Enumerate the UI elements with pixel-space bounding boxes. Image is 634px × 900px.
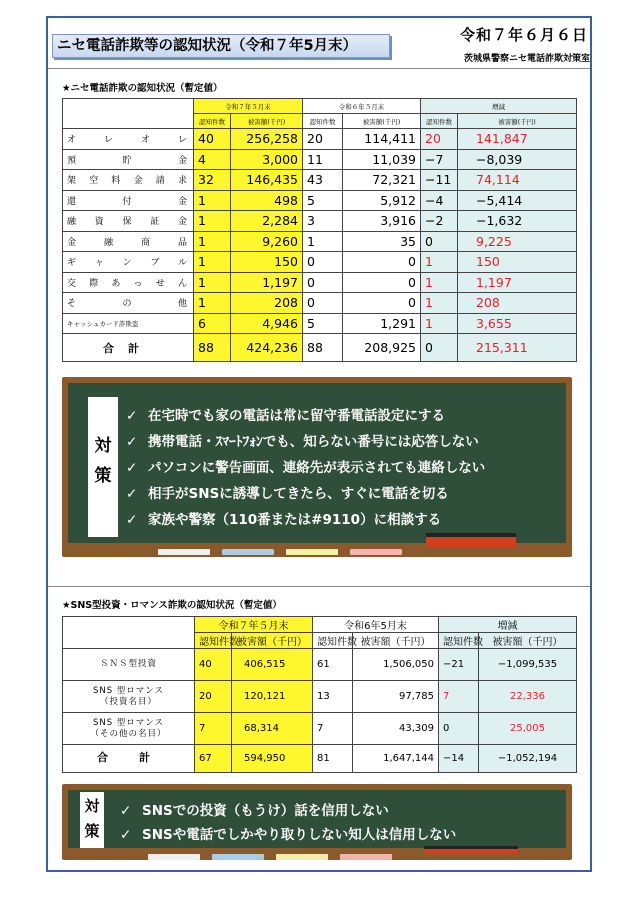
subheader-count-diff: 認知件数 [421, 114, 458, 129]
tip-text: 携帯電話・ｽﾏｰﾄﾌｫﾝでも、知らない番号には応答しない [148, 434, 479, 450]
tip-text: SNSでの投資（もうけ）話を信用しない [142, 803, 389, 819]
tip-text: パソコンに警告画面、連絡先が表示されても連絡しない [148, 460, 486, 476]
section2-title: ★SNS型投資・ロマンス詐欺の認知状況（暫定値） [62, 600, 282, 611]
table-row [63, 313, 577, 334]
amount-r6: 0 [343, 293, 421, 314]
tip-text: SNSや電話でしかやり取りしない知人は信用しない [142, 827, 457, 843]
countermeasure-board-2 [62, 784, 572, 860]
amount-r7: 594,950 [232, 745, 313, 773]
count-r6: 0 [303, 272, 343, 293]
amount-r7: 208 [231, 293, 303, 314]
countermeasure-label [80, 792, 104, 848]
countermeasure-tip [126, 482, 449, 502]
amount-diff: 150 [458, 252, 577, 273]
row-label [63, 713, 195, 745]
count-r6: 5 [303, 313, 343, 334]
eraser [426, 533, 516, 547]
amount-r7: 150 [231, 252, 303, 273]
header-diff: 増減 [421, 99, 577, 114]
eraser [424, 846, 518, 854]
countermeasure-tip [126, 404, 445, 424]
amount-r7: 9,260 [231, 231, 303, 252]
chalk-yellow [286, 549, 338, 555]
amount-r6: 1,506,050 [353, 649, 439, 681]
count-diff: −7 [421, 149, 458, 170]
header-r6: 令和６年５月末 [303, 99, 421, 114]
countermeasure-tip [126, 456, 485, 476]
section-divider [48, 586, 590, 587]
row-label: 金融商品 [63, 231, 194, 252]
table-row [63, 190, 577, 211]
count-diff: 20 [421, 129, 458, 150]
row-label-line1: SNS 型ロマンス [92, 717, 165, 728]
table-row [63, 681, 577, 713]
row-label: その他 [63, 293, 194, 314]
amount-r6: 43,309 [353, 713, 439, 745]
count-diff: −21 [439, 649, 479, 681]
subheader-count-r6: 認知件数 [303, 114, 343, 129]
countermeasure-label-text: 対策 [94, 436, 112, 486]
count-r7: 20 [195, 681, 232, 713]
organization-name: 茨城県警察ニセ電話詐欺対策室 [463, 54, 590, 64]
check-icon: ✓ [126, 408, 138, 424]
count-diff: 0 [421, 231, 458, 252]
count-r7: 1 [194, 272, 231, 293]
count-diff: 1 [421, 293, 458, 314]
count-r6: 1 [303, 231, 343, 252]
check-icon: ✓ [120, 803, 132, 819]
amount-r7: 146,435 [231, 170, 303, 191]
count-r6: 7 [313, 713, 353, 745]
row-label: 架空料金請求 [63, 170, 194, 191]
count-r7: 4 [194, 149, 231, 170]
countermeasure-label [88, 397, 118, 537]
amount-diff: −5,414 [458, 190, 577, 211]
table-row [63, 272, 577, 293]
count-r7: 40 [194, 129, 231, 150]
chalk-yellow [276, 854, 328, 860]
countermeasure-tip [126, 430, 479, 450]
table-row [63, 293, 577, 314]
tip-text: 家族や警察（110番または#9110）に相談する [148, 512, 442, 528]
count-diff: −2 [421, 211, 458, 232]
tip-text: 相手がSNSに誘導してきたら、すぐに電話を切る [148, 486, 449, 502]
amount-diff: 22,336 [479, 681, 577, 713]
row-label-text: 合 計 [97, 751, 160, 764]
amount-diff: −8,039 [458, 149, 577, 170]
countermeasure-board-1 [62, 377, 572, 557]
total-row [63, 745, 577, 773]
count-r6: 81 [313, 745, 353, 773]
count-diff: 7 [439, 681, 479, 713]
count-r6: 11 [303, 149, 343, 170]
amount-r7: 256,258 [231, 129, 303, 150]
count-r7: 6 [194, 313, 231, 334]
chalk-pink [340, 854, 392, 860]
table-row [63, 713, 577, 745]
sns-fraud-table [62, 616, 577, 773]
count-diff: 0 [421, 334, 458, 362]
table-row [63, 149, 577, 170]
amount-r6: 35 [343, 231, 421, 252]
amount-diff: 141,847 [458, 129, 577, 150]
t2-header-r7: 令和７年５月末 [195, 617, 313, 633]
count-diff: 1 [421, 313, 458, 334]
table2-corner [63, 617, 195, 649]
t2-subheader-amount-r7: 被害額（千円） [232, 633, 313, 649]
table-row [63, 129, 577, 150]
subheader-amount-diff: 被害額(千円) [458, 114, 577, 129]
chalk-pink [350, 549, 402, 555]
row-label [63, 745, 195, 773]
amount-diff: 9,225 [458, 231, 577, 252]
chalk-blue [212, 854, 264, 860]
table-row [63, 252, 577, 273]
count-diff: 1 [421, 272, 458, 293]
count-r7: 88 [194, 334, 231, 362]
count-r6: 0 [303, 293, 343, 314]
amount-r6: 97,785 [353, 681, 439, 713]
count-r6: 20 [303, 129, 343, 150]
countermeasure-tip [120, 799, 389, 819]
row-label: オレオレ [63, 129, 194, 150]
count-r6: 61 [313, 649, 353, 681]
amount-r6: 72,321 [343, 170, 421, 191]
row-label: 合計 [63, 334, 194, 362]
amount-diff: −1,052,194 [479, 745, 577, 773]
table-corner [63, 99, 194, 129]
count-diff: −11 [421, 170, 458, 191]
amount-r6: 5,912 [343, 190, 421, 211]
row-label-line2: （投資名目） [99, 696, 157, 707]
amount-diff: 74,114 [458, 170, 577, 191]
count-diff: −14 [439, 745, 479, 773]
subheader-count-r7: 認知件数 [194, 114, 231, 129]
amount-r7: 424,236 [231, 334, 303, 362]
row-label: キャッシュカード詐欺盗 [63, 313, 194, 334]
subheader-amount-r6: 被害額(千円) [343, 114, 421, 129]
table-row [63, 649, 577, 681]
check-icon: ✓ [126, 512, 138, 528]
amount-r6: 114,411 [343, 129, 421, 150]
check-icon: ✓ [120, 827, 132, 843]
subheader-amount-r7: 被害額(千円) [231, 114, 303, 129]
row-label-line1: ＳＮＳ型投資 [99, 659, 157, 669]
count-r7: 40 [195, 649, 232, 681]
count-r6: 13 [313, 681, 353, 713]
count-r7: 1 [194, 190, 231, 211]
table-row [63, 170, 577, 191]
row-label [63, 649, 195, 681]
count-r7: 67 [195, 745, 232, 773]
chalk-white [158, 549, 210, 555]
amount-r6: 1,647,144 [353, 745, 439, 773]
header-divider [48, 68, 590, 69]
t2-subheader-amount-diff: 被害額（千円） [479, 633, 577, 649]
fraud-status-table [62, 98, 577, 362]
check-icon: ✓ [126, 434, 138, 450]
amount-r7: 68,314 [232, 713, 313, 745]
amount-r6: 1,291 [343, 313, 421, 334]
t2-subheader-count-r7: 認知件数 [195, 633, 232, 649]
count-r7: 1 [194, 211, 231, 232]
amount-r6: 0 [343, 272, 421, 293]
count-diff: 1 [421, 252, 458, 273]
table-row [63, 231, 577, 252]
count-r7: 1 [194, 252, 231, 273]
table-row [63, 211, 577, 232]
amount-r7: 3,000 [231, 149, 303, 170]
chalk-white [148, 854, 200, 860]
count-r6: 43 [303, 170, 343, 191]
row-label: 預貯金 [63, 149, 194, 170]
amount-diff: 215,311 [458, 334, 577, 362]
amount-r6: 3,916 [343, 211, 421, 232]
row-label [63, 681, 195, 713]
count-r7: 1 [194, 293, 231, 314]
t2-header-diff: 増減 [439, 617, 577, 633]
t2-subheader-amount-r6: 被害額（千円） [353, 633, 439, 649]
row-label: 交際あっせん [63, 272, 194, 293]
header-r7: 令和７年５月末 [194, 99, 303, 114]
row-label-line1: SNS 型ロマンス [92, 685, 165, 696]
amount-r6: 208,925 [343, 334, 421, 362]
amount-diff: −1,099,535 [479, 649, 577, 681]
amount-r7: 4,946 [231, 313, 303, 334]
count-r6: 88 [303, 334, 343, 362]
report-date: 令和７年６月６日 [459, 26, 588, 44]
row-label: ギャンブル [63, 252, 194, 273]
amount-r6: 11,039 [343, 149, 421, 170]
countermeasure-label-text: 対策 [84, 797, 100, 840]
countermeasure-tip [120, 823, 456, 843]
amount-r7: 120,121 [232, 681, 313, 713]
count-diff: 0 [439, 713, 479, 745]
count-r6: 3 [303, 211, 343, 232]
count-r7: 32 [194, 170, 231, 191]
chalk-blue [222, 549, 274, 555]
section1-title: ★ニセ電話詐欺の認知状況（暫定値） [62, 83, 223, 94]
t2-subheader-count-r6: 認知件数 [313, 633, 353, 649]
row-label-line2: （その他の名目） [90, 728, 167, 739]
amount-diff: 1,197 [458, 272, 577, 293]
tip-text: 在宅時でも家の電話は常に留守番電話設定にする [148, 408, 445, 424]
check-icon: ✓ [126, 486, 138, 502]
t2-subheader-count-diff: 認知件数 [439, 633, 479, 649]
total-row [63, 334, 577, 362]
amount-r7: 498 [231, 190, 303, 211]
amount-r7: 1,197 [231, 272, 303, 293]
check-icon: ✓ [126, 460, 138, 476]
amount-diff: −1,632 [458, 211, 577, 232]
amount-r7: 406,515 [232, 649, 313, 681]
row-label: 融資保証金 [63, 211, 194, 232]
amount-diff: 25,005 [479, 713, 577, 745]
count-r6: 5 [303, 190, 343, 211]
amount-r6: 0 [343, 252, 421, 273]
row-label: 還付金 [63, 190, 194, 211]
amount-r7: 2,284 [231, 211, 303, 232]
count-diff: −4 [421, 190, 458, 211]
amount-diff: 208 [458, 293, 577, 314]
count-r6: 0 [303, 252, 343, 273]
countermeasure-tip [126, 508, 441, 528]
t2-header-r6: 令和6年5月末 [313, 617, 439, 633]
count-r7: 7 [195, 713, 232, 745]
page-title: ニセ電話詐欺等の認知状況（令和７年5月末） [52, 34, 390, 58]
count-r7: 1 [194, 231, 231, 252]
amount-diff: 3,655 [458, 313, 577, 334]
